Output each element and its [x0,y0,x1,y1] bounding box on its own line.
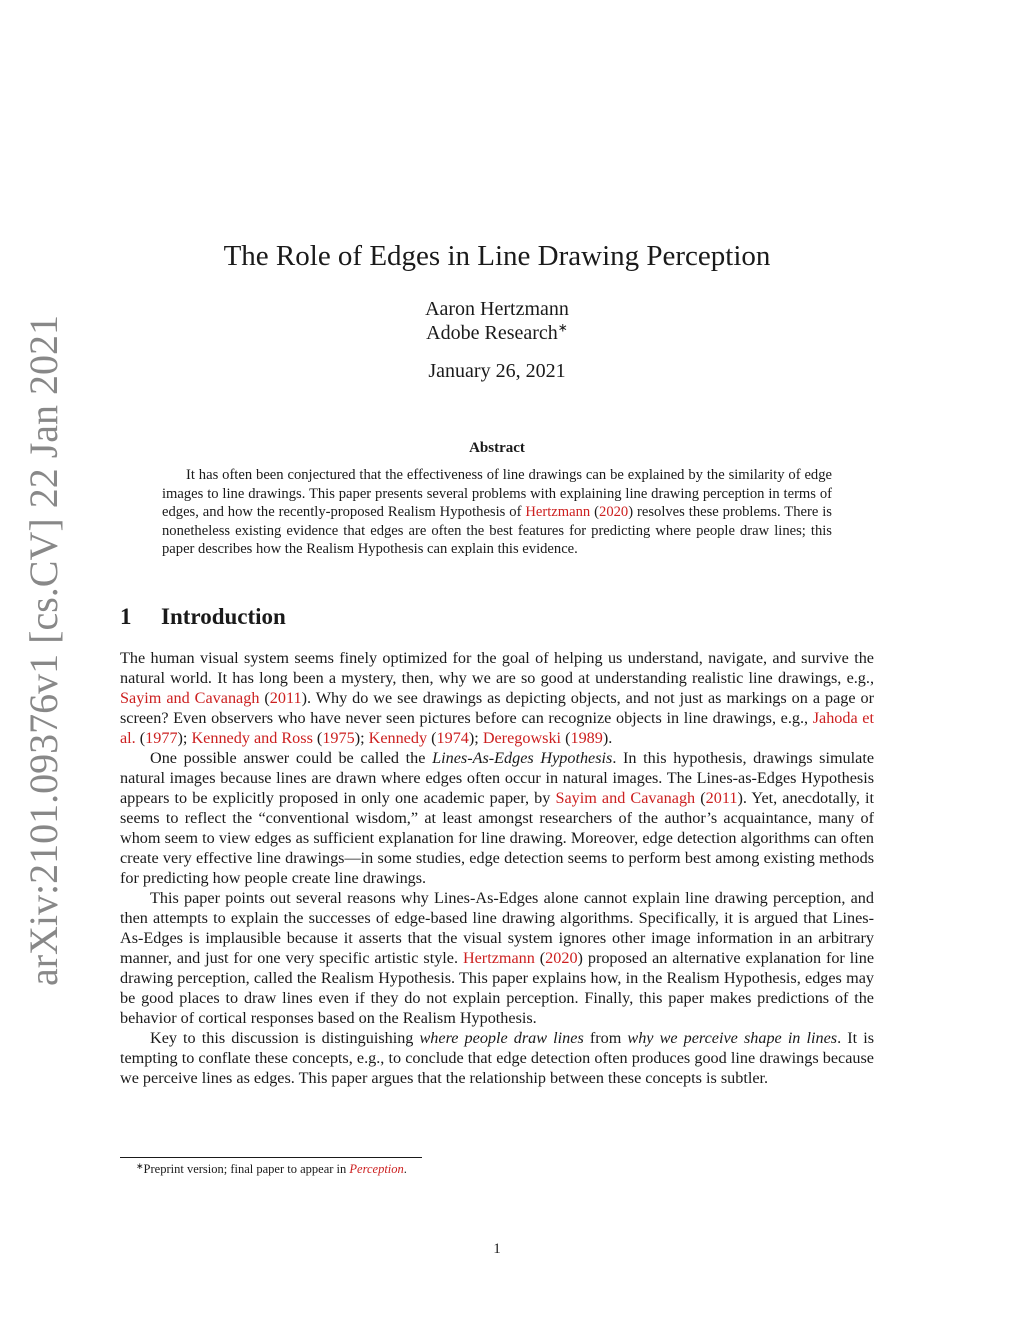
citation-link[interactable]: Deregowski [482,729,562,747]
abstract-text: It has often been conjectured that the effectiveness of line drawings can be explained by the similarity of edge images to line drawings. This paper presents several problems with explaining line drawing perception in terms of edges, and how the recently-proposed Realism Hypothesis of [162,467,832,520]
emphasis: Lines-As-Edges Hypothesis [432,749,613,767]
abstract-body: It has often been conjectured that the effectiveness of line drawings can be explained by the similarity of edge images to line drawings. This paper presents several problems with explaining line drawing perception in terms of edges, and how the recently-proposed Realism Hypothesis of Hertzmann (2020) resolves these problems. There is nonetheless existing evidence that edges are often the best features for predicting where people draw lines; this paper describes how the Realism Hypothesis can explain this evidence. [162,467,832,557]
footnote-marker[interactable]: ∗ [557,320,568,335]
citation-year-link[interactable]: 1989 [570,729,603,747]
citation-link[interactable]: Jahoda et al. [120,709,874,747]
paragraph: One possible answer could be called the Lines-As-Edges Hypothesis. In this hypothesis, drawings simulate natural images because lines are drawn where edges often occur in natural images. The Lines-as-Edges Hypothesis appears to be explicitly proposed in only one academic paper, by Sayim and Cavanagh (2011). Yet, anecdotally, it seems to reflect the “conventional wisdom,” at least amongst researchers of the author’s acquaintance, many of whom seem to view edges as sufficient explanation for line drawing. Moreover, edge detection algorithms can often create very effective line drawings—in some studies, edge detection seems to perform best among existing methods for predicting how people create line drawings. [120,749,875,887]
citation-year-link[interactable]: 2020 [599,504,629,520]
footnote: ∗Preprint version; final paper to appear in Perception. [136,1161,407,1176]
arxiv-identifier-text: arXiv:2101.09376v1 [cs.CV] 22 Jan 2021 [21,314,67,986]
author-name: Aaron Hertzmann [425,298,569,320]
citation-link[interactable]: Hertzmann [525,504,591,520]
paper-date: January 26, 2021 [428,360,566,382]
abstract-heading: Abstract [469,440,525,456]
citation-year-link[interactable]: 1975 [322,729,355,747]
emphasis: why we perceive shape in lines [627,1029,838,1047]
citation-year-link[interactable]: 2011 [705,789,738,807]
page-number: 1 [493,1241,501,1257]
citation-link[interactable]: Sayim and Cavanagh [555,789,696,807]
citation-year-link[interactable]: 1977 [145,729,178,747]
paragraph: This paper points out several reasons why Lines-As-Edges alone cannot explain line drawing perception, and then attempts to explain the successes of edge-based line drawing algorithms. Specifically, it is argued that Lines-As-Edges is implausible because it asserts that the visual system ignores other image information in an arbitrary manner, and just for one very specific artistic style. Hertzmann (2020) proposed an alternative explanation for line drawing perception, called the Realism Hypothesis. This paper explains how, in the Realism Hypothesis, edges may be good places to draw lines even if they do not explain perception. Finally, this paper makes predictions of the behavior of cortical responses based on the Realism Hypothesis. [120,889,875,1027]
footnote-divider [120,1157,422,1158]
footnote-mark: ∗ [136,1161,144,1171]
abstract-text: resolves these problems. There is nonetheless existing evidence that edges are often the best features for predicting where people draw lines; this paper describes how the Realism Hypothesis can explain this evidence. [162,504,832,557]
footnote-text: Preprint version; final paper to appear in [143,1162,350,1176]
affiliation-text: Adobe Research [426,322,558,344]
section-title: Introduction [161,604,286,629]
introduction-body [120,648,874,1088]
journal-link[interactable]: Perception [349,1162,404,1176]
section-number: 1 [120,604,132,629]
citation-year-link[interactable]: 2020 [545,949,578,967]
citation-year-link[interactable]: 1974 [436,729,469,747]
paper-title: The Role of Edges in Line Drawing Perception [223,240,771,272]
arxiv-identifier [14,314,74,986]
section-heading [120,604,286,630]
citation-year-link[interactable]: 2011 [269,689,302,707]
emphasis: where people draw lines [419,1029,584,1047]
paragraph: The human visual system seems finely optimized for the goal of helping us understand, navigate, and survive the natural world. It has long been a mystery, then, why we are so good at understanding realistic line drawings, e.g., Sayim and Cavanagh (2011). Why do we see drawings as depicting objects, and not just as markings on a page or screen? Even observers who have never seen pictures before can recognize objects in line drawings, e.g., Jahoda et al. (1977); Kennedy and Ross (1975); Kennedy (1974); Deregowski (1989). [120,649,875,747]
author-affiliation [120,322,874,345]
citation-link[interactable]: Hertzmann [462,949,535,967]
citation-link[interactable]: Sayim and Cavanagh [120,689,260,707]
citation-link[interactable]: Kennedy [368,729,428,747]
citation-link[interactable]: Kennedy and Ross [191,729,313,747]
paragraph: Key to this discussion is distinguishing where people draw lines from why we perceive shape in lines. It is tempting to conflate these concepts, e.g., to conclude that edge detection often produces good line drawings because we perceive lines as edges. This paper argues that the relationship between these concepts is subtler. [120,1029,874,1087]
